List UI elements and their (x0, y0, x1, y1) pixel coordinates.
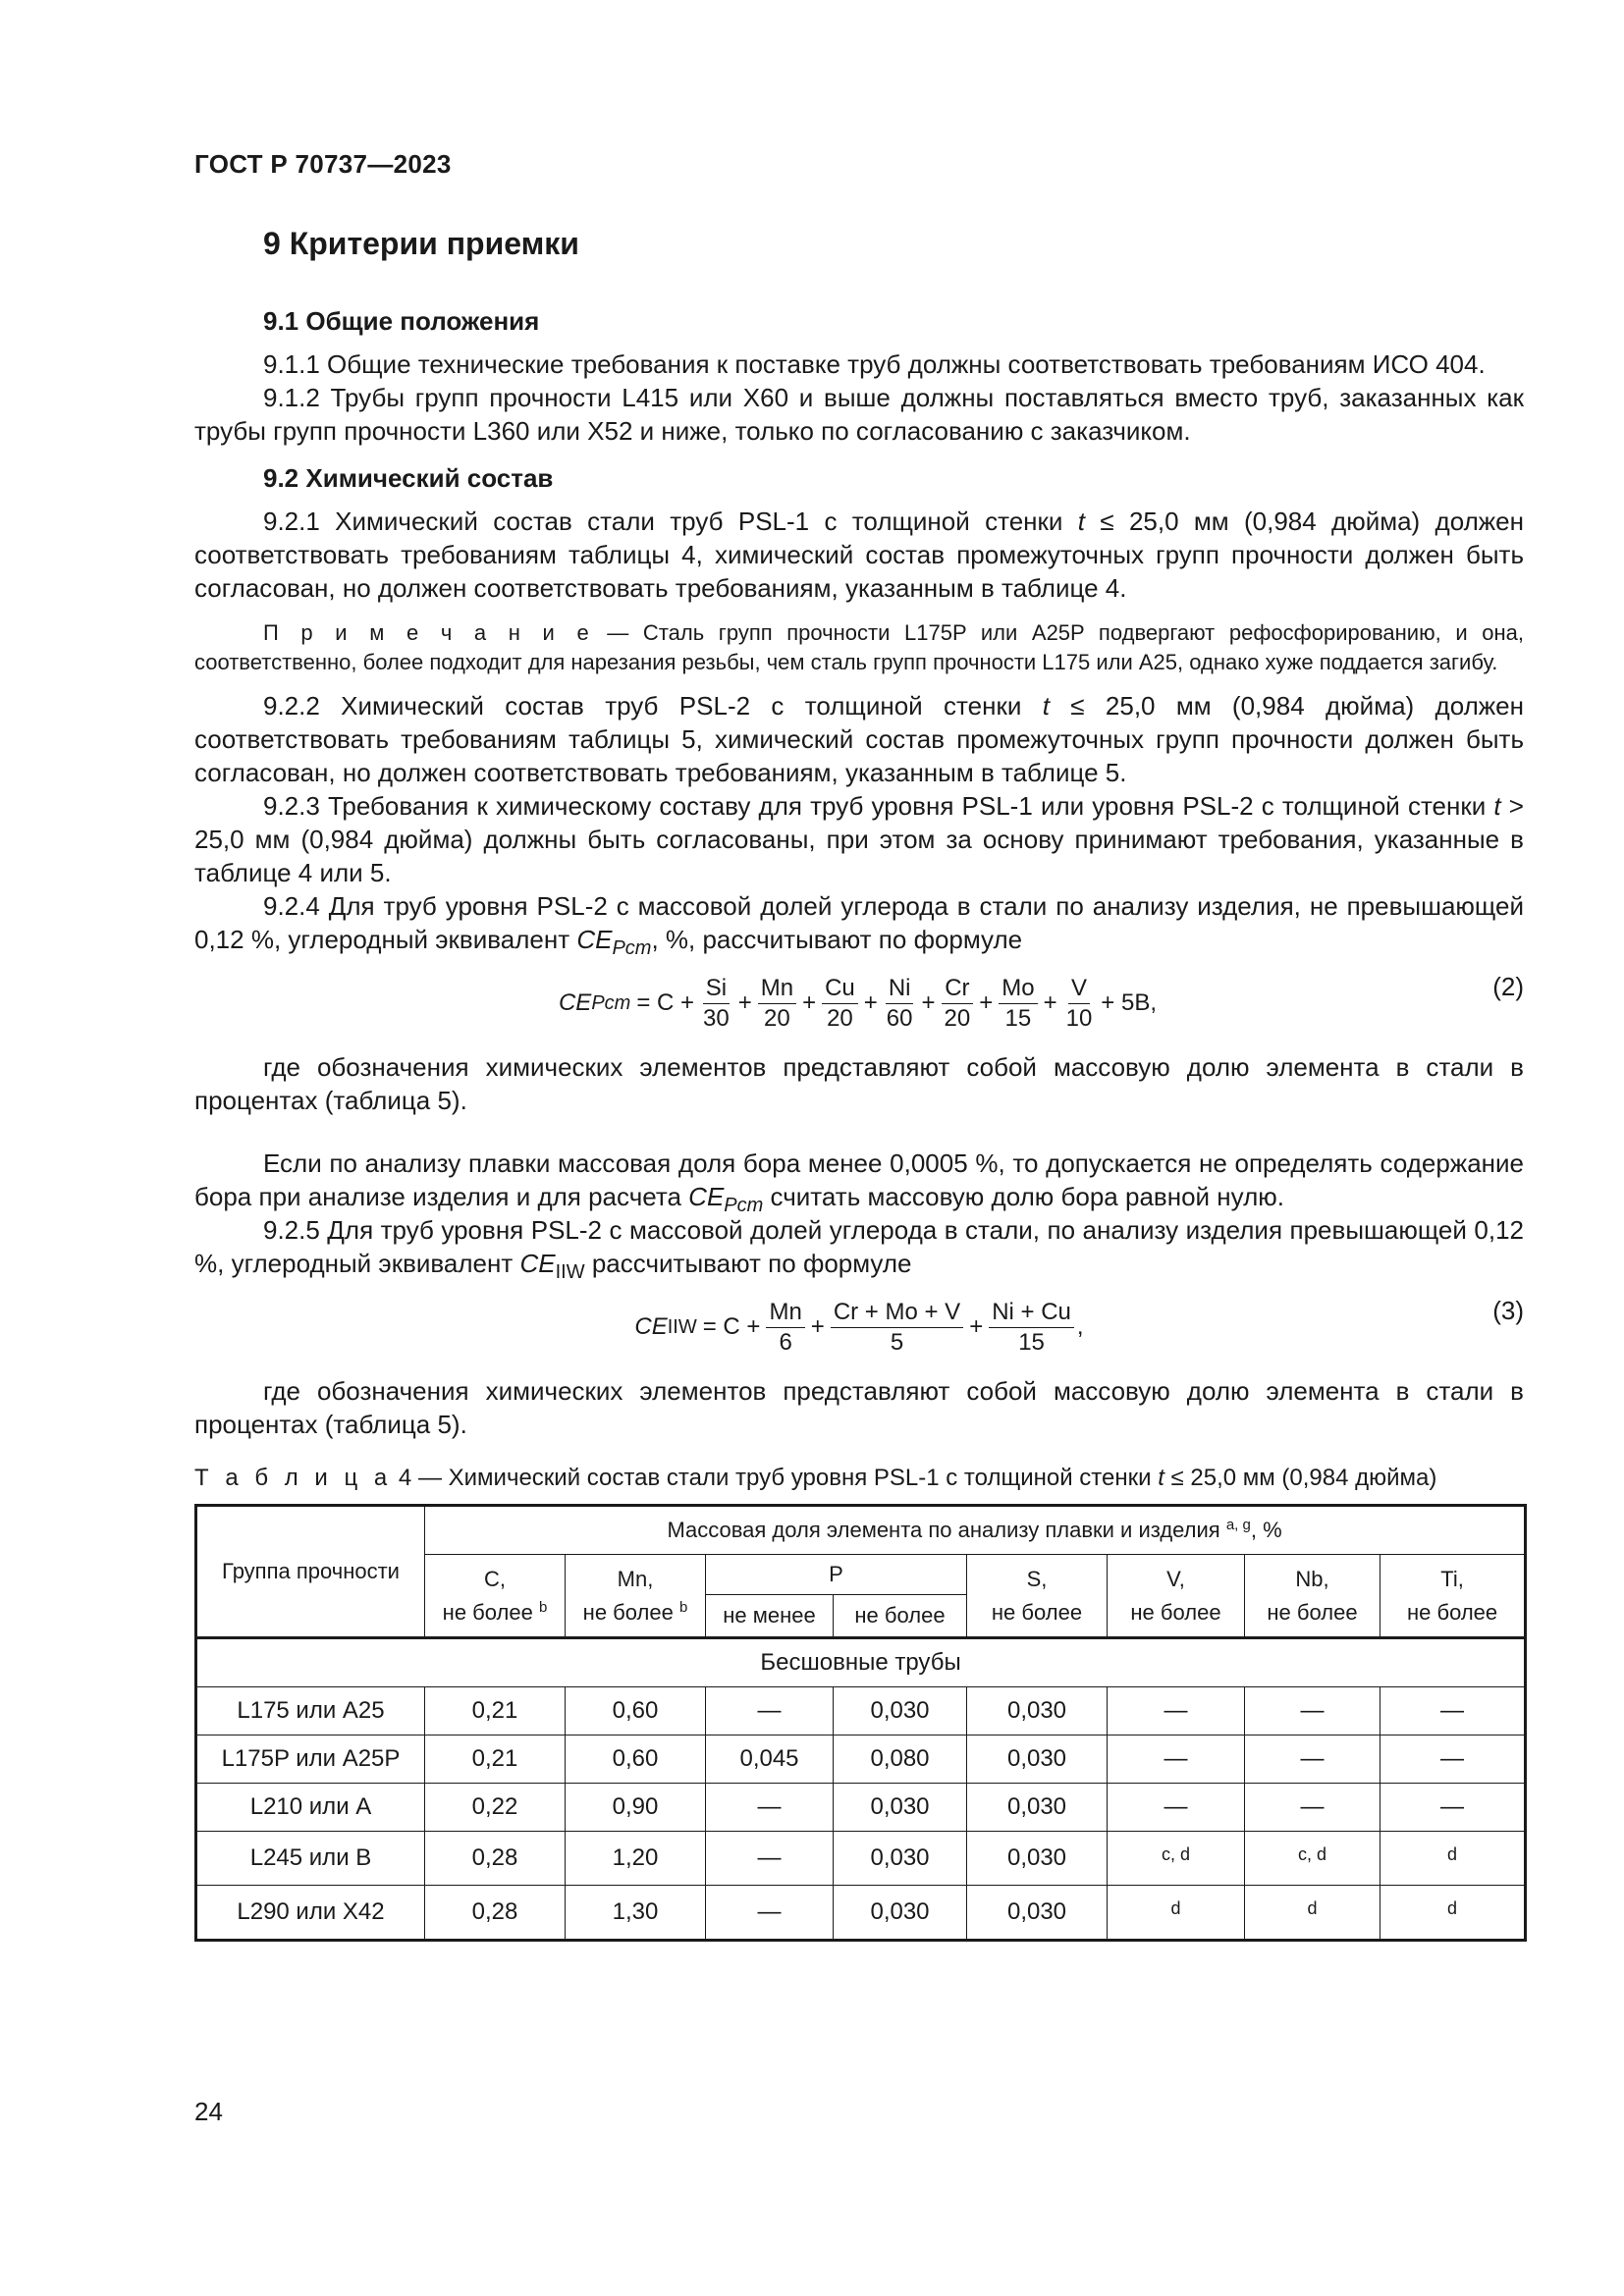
standard-header: ГОСТ Р 70737—2023 (194, 149, 452, 179)
header-strength-group: Группа прочности (196, 1506, 425, 1638)
table-row: L175P или A25P 0,21 0,60 0,045 0,080 0,030 — — — (196, 1735, 1526, 1784)
paragraph-9-2-4: 9.2.4 Для труб уровня PSL-2 с массовой долей углерода в стали по анализу изделия, не превышающей 0,12 %, углеродный эквивалент $CE_{Pcm}$, %, рассчитывают по формуле (194, 891, 1524, 959)
note-label: П р и м е ч а н и е (263, 620, 593, 645)
header-nb: Nb, не более (1245, 1555, 1380, 1638)
header-s: S, не более (967, 1555, 1108, 1638)
paragraph-boron: Если по анализу плавки массовая доля бора менее 0,0005 %, то допускается не определять содержание бора при анализе изделия и для расчета $CE_{Pcm}$ считать массовую долю бора равной нулю. (194, 1148, 1524, 1216)
table-row: L245 или B 0,28 1,20 — 0,030 0,030 c, d c, d d (196, 1832, 1526, 1886)
table-4-caption: Т а б л и ц а 4 — Химический состав стали труб уровня PSL-1 с толщиной стенки t ≤ 25,0 мм (0,984 дюйма) (194, 1465, 1437, 1491)
header-p-min: не менее (706, 1595, 834, 1638)
formula-3-number: (3) (1492, 1296, 1524, 1325)
page-content (194, 304, 1524, 1942)
paragraph-9-2-3: 9.2.3 Требования к химическому составу для труб уровня PSL-1 или уровня PSL-2 с толщиной стенки t > 25,0 мм (0,984 дюйма) должны быть согласованы, при этом за основу принимают требования, указанные в таблице 4 или 5. (194, 791, 1524, 887)
paragraph-9-1-2: 9.1.2 Трубы групп прочности L415 или X60 и выше должны поставляться вместо труб, заказанных как трубы групп прочности L360 или X52 и ниже, только по согласованию с заказчиком. (194, 383, 1524, 446)
table-row: L210 или A 0,22 0,90 — 0,030 0,030 — — — (196, 1784, 1526, 1832)
formula-3: CE IIW = C + $\frac{Mn}{6}$ + $\frac{Cr + Mo + V}{5}$ + $\frac{Ni + Cu}{15}$ , (3) (634, 1296, 1524, 1356)
formula-2: CE Pcm = C + $\frac{Si}{30}$ + $\frac{Mn}{20}$ + $\frac{Cu}{20}$ + $\frac{Ni}{60}$ + $\frac{Cr}{20}$ + $\frac{Mo}{15}$ + $\frac{V}{10}$ + 5B, (2) (558, 972, 1524, 1032)
table-row: L175 или A25 0,21 0,60 — 0,030 0,030 — — — (196, 1687, 1526, 1735)
subsection-9-2-title: 9.2 Химический состав (263, 463, 554, 493)
table-row: L290 или X42 0,28 1,30 — 0,030 0,030 d d d (196, 1886, 1526, 1941)
where-explanation-2: где обозначения химических элементов представляют собой массовую долю элемента в стали в процентах (таблица 5). (194, 1376, 1524, 1439)
section-seamless-pipes: Бесшовные трубы (196, 1638, 1526, 1687)
formula-2-number: (2) (1492, 972, 1524, 1001)
header-mass-fraction: Массовая доля элемента по анализу плавки и изделия $^{a, g}$, % (425, 1506, 1526, 1555)
header-p-max: не более (834, 1595, 967, 1638)
table-4 (194, 1504, 1527, 1942)
header-mn: Mn, не более $^b$ (566, 1555, 706, 1638)
header-p: P (706, 1555, 967, 1595)
header-v: V, не более (1108, 1555, 1245, 1638)
header-ti: Ti, не более (1380, 1555, 1526, 1638)
paragraph-9-1-1: 9.1.1 Общие технические требования к поставке труб должны соответствовать требованиям ИСО 404. (263, 349, 1486, 379)
section-title: 9 Критерии приемки (263, 226, 579, 261)
header-c: C, не более $^b$ (425, 1555, 566, 1638)
page-number: 24 (194, 2097, 223, 2126)
paragraph-9-2-2: 9.2.2 Химический состав труб PSL-2 с толщиной стенки t ≤ 25,0 мм (0,984 дюйма) должен соответствовать требованиям таблицы 5, химический состав промежуточных групп прочности должен быть согласован, но должен соответствовать требованиям, указанным в таблице 5. (194, 691, 1524, 787)
where-explanation-1: где обозначения химических элементов представляют собой массовую долю элемента в стали в процентах (таблица 5). (194, 1052, 1524, 1115)
note: П р и м е ч а н и е — Сталь групп прочности L175P или A25P подвергают рефосфорированию, и она, соответственно, более подходит для нарезания резьбы, чем сталь групп прочности L175 или A25, однако хуже поддается загибу. (194, 620, 1524, 674)
subsection-9-1-title: 9.1 Общие положения (263, 306, 540, 336)
paragraph-9-2-5: 9.2.5 Для труб уровня PSL-2 с массовой долей углерода в стали, по анализу изделия превышающей 0,12 %, углеродный эквивалент $CE_{IIW}$ рассчитывают по формуле (194, 1215, 1524, 1283)
paragraph-9-2-1: 9.2.1 Химический состав стали труб PSL-1 с толщиной стенки t ≤ 25,0 мм (0,984 дюйма) должен соответствовать требованиям таблицы 4, химический состав промежуточных групп прочности должен быть согласован, но должен соответствовать требованиям, указанным в таблице 4. (194, 507, 1524, 603)
